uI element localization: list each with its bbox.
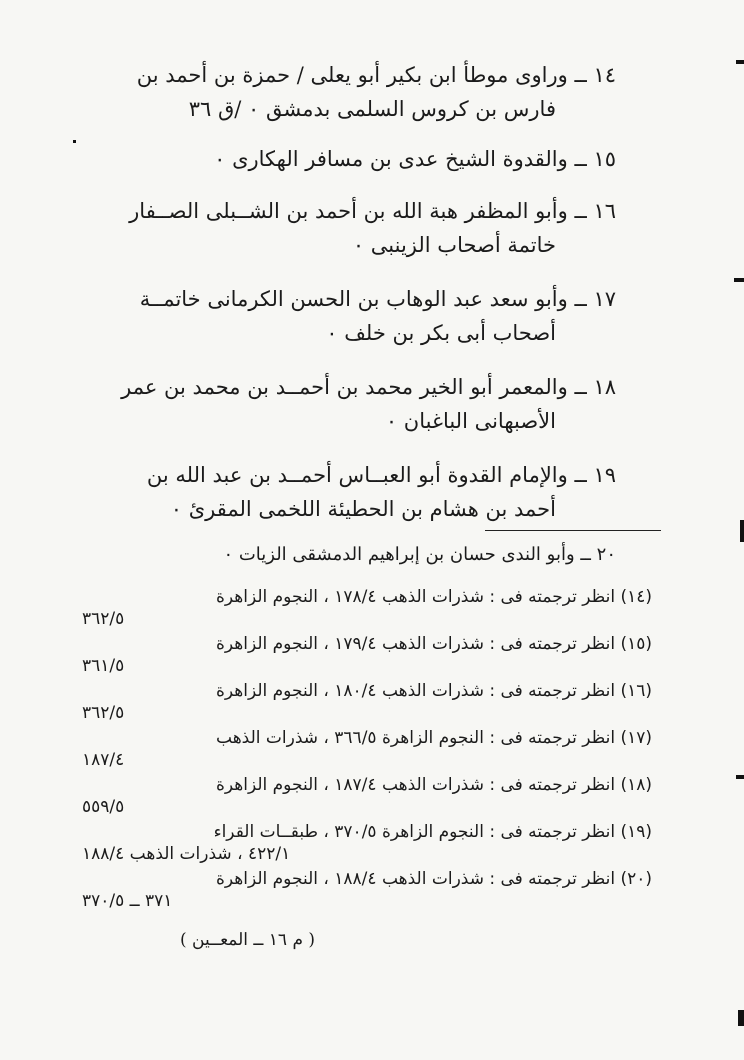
scan-edge-mark	[738, 1010, 744, 1026]
footnote-15	[82, 633, 652, 677]
scan-edge-mark	[734, 278, 744, 282]
footnote-line: (١٩) انظر ترجمته فى : النجوم الزاهرة ٣٧٠/٥ ، طبقــات القراء	[213, 822, 652, 842]
footnote-line: (١٦) انظر ترجمته فى : شذرات الذهب ١٨٠/٤ ، النجوم الزاهرة	[216, 681, 652, 701]
entry-20	[136, 538, 616, 572]
page-signature: ( م ١٦ ــ المعــين )	[180, 930, 316, 950]
entry-19	[136, 458, 616, 526]
entry-line: ٢٠ ــ وأبو الندى حسان بن إبراهيم الدمشقى الزيات ٠	[223, 544, 616, 565]
footnote-19	[82, 821, 652, 865]
footnote-line: (١٧) انظر ترجمته فى : النجوم الزاهرة ٣٦٦/٥ ، شذرات الذهب	[216, 728, 652, 748]
footnote-line: ٥٥٩/٥	[82, 797, 125, 817]
entry-line: ١٤ ــ وراوى موطأ ابن بكير أبو يعلى / حمزة بن أحمد بن	[136, 63, 616, 87]
entry-line: ١٥ ــ والقدوة الشيخ عدى بن مسافر الهكارى ٠	[214, 147, 616, 171]
footnote-14	[82, 586, 652, 630]
footnotes	[82, 586, 652, 915]
entry-line: الأصبهانى الباغبان ٠	[385, 409, 556, 433]
entry-line: ١٨ ــ والمعمر أبو الخير محمد بن أحمــد بن محمد بن عمر	[121, 375, 616, 399]
scan-edge-mark	[736, 60, 744, 64]
footnote-line: ١٨٧/٤	[82, 750, 125, 770]
entry-line: ١٧ ــ وأبو سعد عبد الوهاب بن الحسن الكرمانى خاتمــة	[139, 287, 616, 311]
footnote-line: ٣٦١/٥	[82, 656, 125, 676]
footnote-line: (١٤) انظر ترجمته فى : شذرات الذهب ١٧٨/٤ ، النجوم الزاهرة	[216, 587, 652, 607]
scan-edge-mark	[740, 520, 744, 542]
footnote-20	[82, 868, 652, 912]
entry-14	[136, 58, 616, 126]
entry-line: ١٩ ــ والإمام القدوة أبو العبــاس أحمــد بن عبد الله بن	[146, 463, 616, 487]
entry-line: أصحاب أبى بكر بن خلف ٠	[326, 321, 556, 345]
entry-line: أحمد بن هشام بن الحطيئة اللخمى المقرئ ٠	[170, 497, 556, 521]
entry-line: خاتمة أصحاب الزينبى ٠	[352, 233, 556, 257]
footnote-17	[82, 727, 652, 771]
footnote-line: (٢٠) انظر ترجمته فى : شذرات الذهب ١٨٨/٤ ، النجوم الزاهرة	[216, 869, 652, 889]
entry-16	[129, 194, 616, 262]
footnote-divider	[485, 530, 661, 531]
footnote-16	[82, 680, 652, 724]
scan-edge-mark	[736, 775, 744, 779]
entry-line: فارس بن كروس السلمى بدمشق ٠ /ق ٣٦	[188, 97, 556, 121]
entry-15	[136, 142, 616, 176]
entry-18	[121, 370, 616, 438]
footnote-line: ٤٢٢/١ ، شذرات الذهب ١٨٨/٤	[82, 844, 291, 864]
footnote-line: ٣٦٢/٥	[82, 609, 125, 629]
footnote-18	[82, 774, 652, 818]
entry-17	[136, 282, 616, 350]
footnote-line: ٣٧١ ــ ٣٧٠/٥	[82, 891, 173, 911]
footnote-line: (١٥) انظر ترجمته فى : شذرات الذهب ١٧٩/٤ ، النجوم الزاهرة	[216, 634, 652, 654]
footnote-line: (١٨) انظر ترجمته فى : شذرات الذهب ١٨٧/٤ ، النجوم الزاهرة	[216, 775, 652, 795]
entry-line: ١٦ ــ وأبو المظفر هبة الله بن أحمد بن الشــبلى الصــفار	[129, 199, 616, 223]
scan-speck	[73, 140, 76, 143]
footnote-line: ٣٦٢/٥	[82, 703, 125, 723]
